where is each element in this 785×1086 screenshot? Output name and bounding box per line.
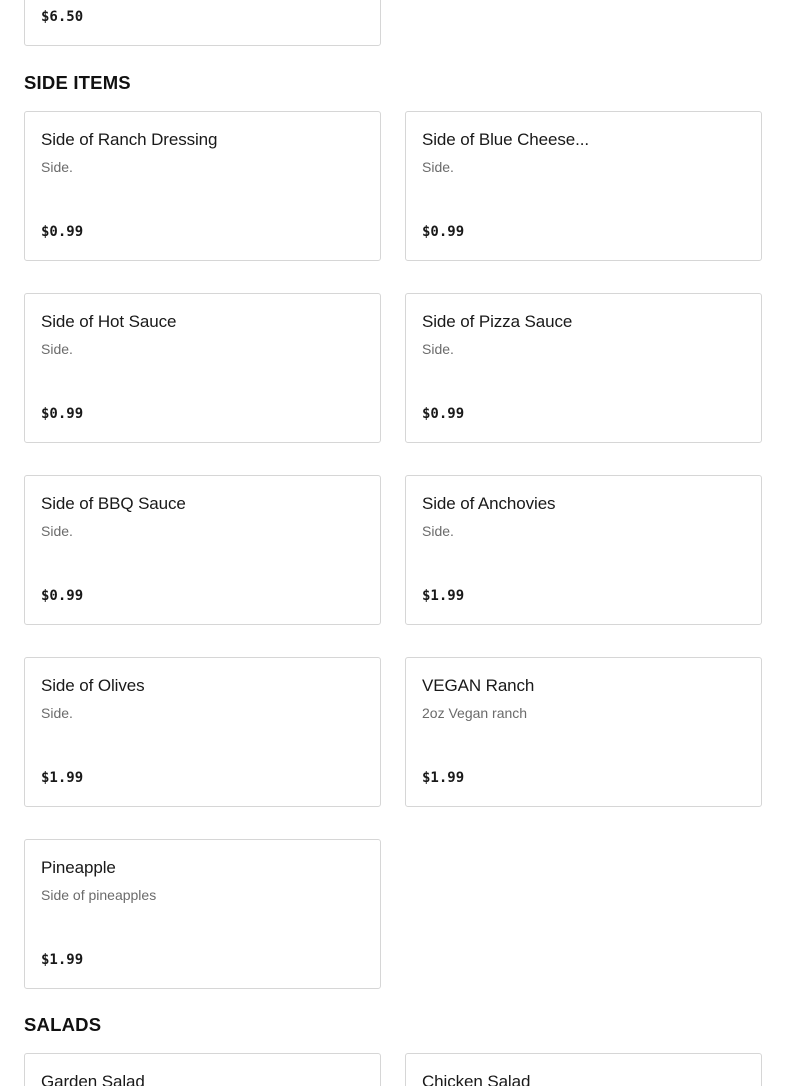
item-name: Side of Blue Cheese...: [422, 130, 589, 149]
item-description: Side.: [41, 341, 73, 357]
item-description: Side.: [422, 523, 454, 539]
section-heading-salads: SALADS: [24, 1014, 102, 1035]
menu-item-card[interactable]: [24, 111, 381, 261]
menu-item-card[interactable]: [405, 657, 762, 807]
item-description: Side.: [41, 159, 73, 175]
item-price: $1.99: [41, 770, 84, 786]
item-description: Side of pineapples: [41, 887, 157, 903]
item-name: Garden Salad: [41, 1072, 145, 1086]
item-price: $1.99: [422, 770, 465, 786]
menu-item-card[interactable]: [24, 1053, 381, 1086]
menu-item-card[interactable]: [24, 839, 381, 989]
item-price: $0.99: [41, 224, 84, 240]
item-price: $6.50: [41, 9, 84, 25]
item-name: Side of Pizza Sauce: [422, 312, 573, 331]
item-description: Side.: [41, 705, 73, 721]
item-price: $1.99: [422, 588, 465, 604]
item-name: Side of Ranch Dressing: [41, 130, 218, 149]
item-name: Side of Olives: [41, 676, 145, 695]
menu-item-card[interactable]: [405, 1053, 762, 1086]
item-price: $0.99: [422, 406, 465, 422]
menu-item-card[interactable]: [405, 111, 762, 261]
menu-item-card[interactable]: [24, 657, 381, 807]
section-heading-side-items: SIDE ITEMS: [24, 72, 131, 93]
item-description: Side.: [422, 159, 454, 175]
menu-item-card[interactable]: [24, 293, 381, 443]
item-name: VEGAN Ranch: [422, 676, 535, 695]
item-name: Side of Anchovies: [422, 494, 556, 513]
item-name: Side of BBQ Sauce: [41, 494, 186, 513]
item-name: Side of Hot Sauce: [41, 312, 177, 331]
item-name: Chicken Salad: [422, 1072, 531, 1086]
item-price: $0.99: [41, 588, 84, 604]
item-price: $1.99: [41, 952, 84, 968]
menu-item-card[interactable]: [24, 475, 381, 625]
item-description: Side.: [422, 341, 454, 357]
menu-item-card[interactable]: [405, 475, 762, 625]
menu-item-card[interactable]: [405, 293, 762, 443]
item-description: Side.: [41, 523, 73, 539]
item-price: $0.99: [422, 224, 465, 240]
menu-item-card[interactable]: [24, 0, 381, 46]
item-price: $0.99: [41, 406, 84, 422]
item-description: 2oz Vegan ranch: [422, 705, 528, 721]
item-name: Pineapple: [41, 858, 116, 877]
